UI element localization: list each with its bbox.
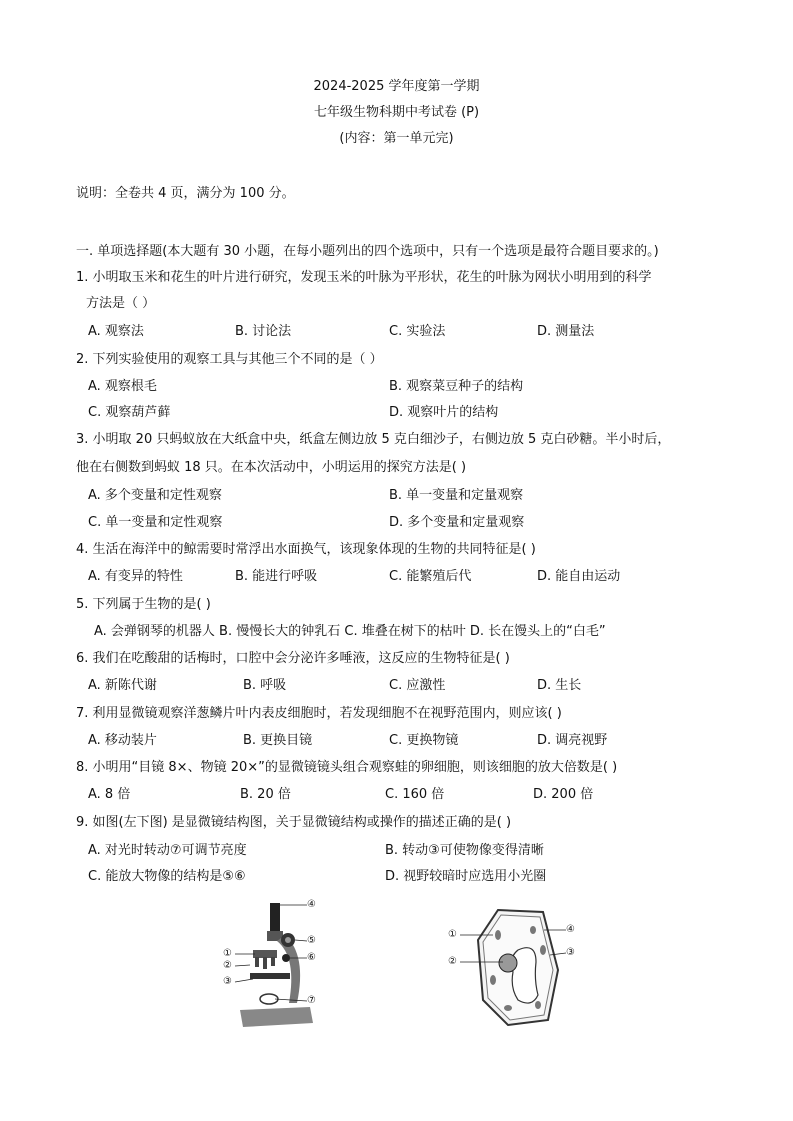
microscope-label-4: ④ <box>307 899 316 910</box>
question-stem: 5. 下列属于生物的是( ) <box>76 597 211 612</box>
microscope-label-1: ① <box>223 948 232 959</box>
question-stem: 8. 小明用“目镜 8×、物镜 20×”的显微镜镜头组合观察蛙的卵细胞，则该细胞的放大倍数是( ) <box>76 760 618 775</box>
option-b[interactable]: B. 观察菜豆种子的结构 <box>389 379 524 394</box>
option-d[interactable]: D. 能自由运动 <box>537 569 621 584</box>
microscope-label-5: ⑤ <box>307 935 316 946</box>
question-stem: 2. 下列实验使用的观察工具与其他三个不同的是（ ） <box>76 352 383 367</box>
option-b[interactable]: B. 更换目镜 <box>243 733 313 748</box>
option-b[interactable]: B. 能进行呼吸 <box>235 569 318 584</box>
option-b[interactable]: B. 讨论法 <box>235 324 292 339</box>
option-c[interactable]: C. 能繁殖后代 <box>389 569 472 584</box>
microscope-label-6: ⑥ <box>307 952 316 963</box>
question-stem-continued: 他在右侧数到蚂蚁 18 只。在本次活动中，小明运用的探究方法是( ) <box>76 460 467 475</box>
option-c[interactable]: C. 观察葫芦藓 <box>88 405 171 420</box>
option-a[interactable]: A. 新陈代谢 <box>88 678 157 693</box>
question-stem: 1. 小明取玉米和花生的叶片进行研究，发现玉米的叶脉为平形状，花生的叶脉为网状小明用到的科学 <box>76 270 652 285</box>
option-d[interactable]: D. 观察叶片的结构 <box>389 405 499 420</box>
question-stem-continued: 方法是（ ） <box>86 296 156 311</box>
question-stem: 9. 如图(左下图) 是显微镜结构图，关于显微镜结构或操作的描述正确的是( ) <box>76 815 512 830</box>
microscope-label-3: ③ <box>223 976 232 987</box>
option-a[interactable]: A. 观察根毛 <box>88 379 157 394</box>
option-c[interactable]: C. 单一变量和定性观察 <box>88 515 223 530</box>
cell-label-4: ④ <box>566 924 575 935</box>
option-c[interactable]: C. 应激性 <box>389 678 446 693</box>
option-b[interactable]: B. 呼吸 <box>243 678 287 693</box>
plant-cell-illustration <box>448 900 588 1032</box>
option-d[interactable]: D. 测量法 <box>537 324 595 339</box>
exam-content-scope: (内容：第一单元完) <box>339 131 454 146</box>
cell-label-3: ③ <box>566 947 575 958</box>
section-title: 一. 单项选择题(本大题有 30 小题，在每小题列出的四个选项中，只有一个选项是最符合题目要求的。) <box>76 244 659 259</box>
microscope-figure <box>215 895 335 1030</box>
option-c[interactable]: C. 实验法 <box>389 324 446 339</box>
option-a[interactable]: A. 多个变量和定性观察 <box>88 488 222 503</box>
option-a[interactable]: A. 移动装片 <box>88 733 157 748</box>
option-c[interactable]: C. 160 倍 <box>385 787 445 802</box>
options-inline[interactable]: A. 会弹钢琴的机器人 B. 慢慢长大的钟乳石 C. 堆叠在树下的枯叶 D. 长在馒头上的“白毛” <box>94 624 606 639</box>
option-a[interactable]: A. 观察法 <box>88 324 144 339</box>
microscope-label-7: ⑦ <box>307 995 316 1006</box>
option-c[interactable]: C. 更换物镜 <box>389 733 459 748</box>
exam-year-title: 2024-2025 学年度第一学期 <box>313 79 480 94</box>
question-stem: 7. 利用显微镜观察洋葱鳞片叶内表皮细胞时，若发现细胞不在视野范围内，则应该( ) <box>76 706 562 721</box>
option-c[interactable]: C. 能放大物像的结构是⑤⑥ <box>88 869 246 884</box>
option-a[interactable]: A. 8 倍 <box>88 787 131 802</box>
option-b[interactable]: B. 20 倍 <box>240 787 291 802</box>
plant-cell-figure <box>448 900 588 1032</box>
option-d[interactable]: D. 200 倍 <box>533 787 594 802</box>
exam-instructions: 说明：全卷共 4 页，满分为 100 分。 <box>76 186 295 201</box>
option-a[interactable]: A. 有变异的特性 <box>88 569 183 584</box>
option-d[interactable]: D. 多个变量和定量观察 <box>389 515 525 530</box>
cell-label-1: ① <box>448 929 457 940</box>
question-stem: 6. 我们在吃酸甜的话梅时，口腔中会分泌许多唾液，这反应的生物特征是( ) <box>76 651 510 666</box>
question-stem: 3. 小明取 20 只蚂蚁放在大纸盒中央，纸盒左侧边放 5 克白细沙子，右侧边放 5 克白砂糖。半小时后， <box>76 432 671 447</box>
question-stem: 4. 生活在海洋中的鲸需要时常浮出水面换气，该现象体现的生物的共同特征是( ) <box>76 542 536 557</box>
exam-title: 七年级生物科期中考试卷 (P) <box>313 105 480 120</box>
option-b[interactable]: B. 单一变量和定量观察 <box>389 488 524 503</box>
option-a[interactable]: A. 对光时转动⑦可调节亮度 <box>88 843 247 858</box>
microscope-illustration <box>215 895 335 1030</box>
cell-label-2: ② <box>448 956 457 967</box>
option-d[interactable]: D. 视野较暗时应选用小光圈 <box>385 869 547 884</box>
option-d[interactable]: D. 调亮视野 <box>537 733 608 748</box>
option-b[interactable]: B. 转动③可使物像变得清晰 <box>385 843 544 858</box>
option-d[interactable]: D. 生长 <box>537 678 582 693</box>
microscope-label-2: ② <box>223 960 232 971</box>
